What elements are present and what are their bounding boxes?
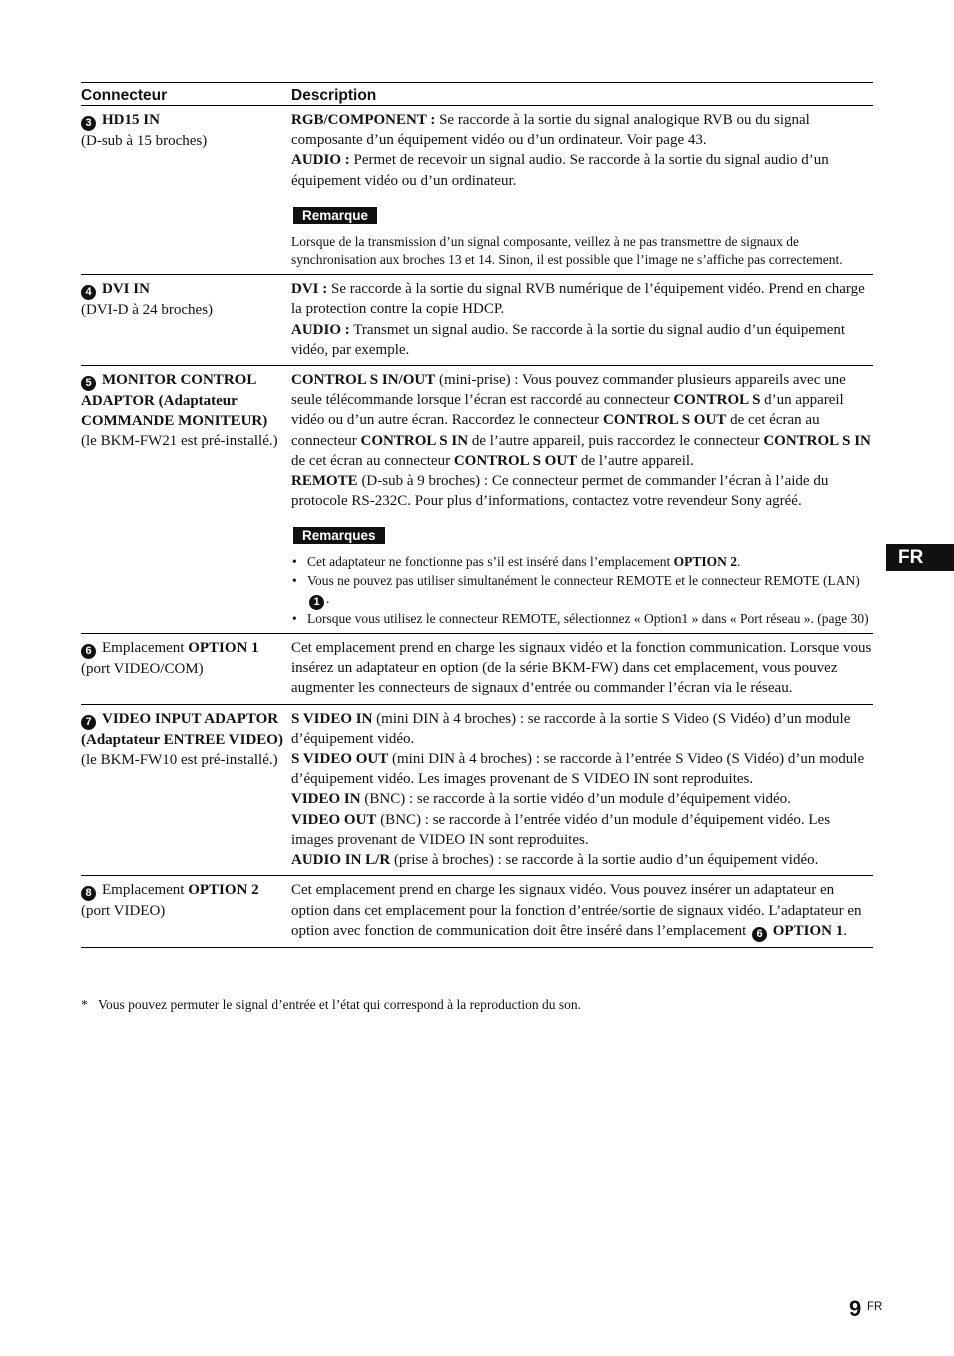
term-label: AUDIO :	[291, 152, 350, 169]
term-label: OPTION 1	[772, 922, 844, 939]
footnote-text: Vous pouvez permuter le signal d’entrée et l’état qui correspond à la reproduction du son.	[98, 997, 581, 1012]
description-paragraph	[291, 110, 873, 150]
connector-table	[81, 82, 873, 948]
connector-name: HD15 IN	[102, 112, 160, 128]
term-label: CONTROL S	[673, 392, 761, 409]
language-tab: FR	[886, 544, 954, 571]
term-label: CONTROL S IN	[360, 432, 469, 449]
list-item	[291, 553, 873, 571]
note-text: Cet adaptateur ne fonctionne pas s’il est inséré dans l’emplacement	[307, 554, 674, 570]
connector-sub: (port VIDEO/COM)	[81, 661, 204, 678]
description-paragraph	[291, 749, 873, 789]
term-label: AUDIO :	[291, 321, 350, 338]
term-text: Se raccorde à la sortie du signal RVB numérique de l’équipement vidéo. Prend en charge la protection contre la copie HDCP.	[291, 281, 865, 318]
number-badge-icon: 6	[752, 927, 767, 942]
footnote	[81, 996, 881, 1014]
description-cell	[291, 106, 873, 275]
note-text: Lorsque vous utilisez le connecteur REMOTE, sélectionnez « Option1 » dans « Port réseau ». (page 30)	[307, 610, 869, 626]
term-text: (mini DIN à 4 broches) : se raccorde à l’entrée S Video (S Vidéo) d’un module d’équipement vidéo. Les images provenant de S VIDEO IN sont reproduites.	[291, 751, 865, 788]
description-paragraph	[291, 150, 873, 190]
notes-list	[291, 553, 873, 628]
list-item	[291, 610, 873, 628]
term-text: Permet de recevoir un signal audio. Se raccorde à la sortie du signal audio d’un équipement vidéo ou d’un ordinateur.	[291, 152, 829, 189]
description-cell	[291, 275, 873, 366]
connector-name: MONITOR CONTROL ADAPTOR (Adaptateur COMMANDE MONITEUR)	[81, 372, 268, 430]
table-row	[81, 106, 873, 275]
table-row	[81, 634, 873, 705]
term-text: de cet écran au connecteur	[291, 452, 454, 469]
connector-cell	[81, 704, 291, 876]
term-label: VIDEO OUT	[291, 811, 377, 828]
note-title-badge: Remarque	[293, 207, 377, 224]
term-text: de l’autre appareil, puis raccordez le connecteur	[468, 432, 764, 449]
term-text: (BNC) : se raccorde à l’entrée vidéo d’un module d’équipement vidéo. Les images provenant de VIDEO IN sont reproduites.	[291, 811, 831, 848]
description-paragraph	[291, 370, 873, 471]
connector-name: OPTION 1	[188, 640, 259, 657]
description-paragraph	[291, 850, 873, 870]
term-text: (BNC) : se raccorde à la sortie vidéo d’un module d’équipement vidéo.	[360, 791, 791, 808]
description-cell	[291, 704, 873, 876]
note-text: Lorsque de la transmission d’un signal composante, veillez à ne pas transmettre de signaux de synchronisation aux broches 13 et 14. Sinon, il est possible que l’image ne s’affiche pas correctement.	[291, 233, 843, 268]
number-badge-icon: 6	[81, 644, 96, 659]
list-item	[291, 572, 873, 610]
connector-prefix: Emplacement	[102, 640, 189, 657]
term-text: Se raccorde à la sortie du signal analogique RVB ou du signal composante d’un équipement vidéo ou d’un ordinateur. Voir page 43.	[291, 112, 810, 149]
connector-cell	[81, 634, 291, 705]
connector-sub: (port VIDEO)	[81, 903, 166, 920]
number-badge-icon: 5	[81, 376, 96, 391]
term-text: (mini-prise) : Vous pouvez commander plusieurs appareils avec une seule télécommande lorsque l’écran est raccordé au connecteur	[291, 372, 846, 409]
note-text: Vous ne pouvez pas utiliser simultanément le connecteur REMOTE et le connecteur REMOTE (LAN)	[307, 572, 860, 588]
description-paragraph	[291, 320, 873, 360]
header-connecteur: Connecteur	[81, 83, 291, 106]
term-text: (D-sub à 9 broches) : Ce connecteur permet de commander l’écran à l’aide du protocole RS-232C. Pour plus d’informations, contactez votre revendeur Sony agréé.	[291, 473, 829, 510]
notes-title-badge: Remarques	[293, 527, 385, 544]
note-end: .	[737, 554, 741, 570]
term-text: d’un appareil vidéo ou d’un autre écran. Raccordez le connecteur	[291, 392, 844, 429]
connector-sub: (le BKM-FW10 est pré-installé.)	[81, 751, 278, 768]
term-label: DVI :	[291, 281, 328, 298]
note-bold: OPTION 2	[673, 554, 738, 570]
term-text: .	[843, 922, 847, 939]
description-cell	[291, 366, 873, 634]
term-label: VIDEO IN	[291, 791, 361, 808]
term-label: CONTROL S OUT	[453, 452, 578, 469]
number-badge-icon: 4	[81, 285, 96, 300]
term-text: de cet écran au connecteur	[291, 412, 820, 449]
connector-sub: (DVI-D à 24 broches)	[81, 302, 214, 319]
description-paragraph	[291, 471, 873, 511]
number-badge-icon: 8	[81, 886, 96, 901]
term-label: CONTROL S OUT	[602, 412, 727, 429]
header-description: Description	[291, 83, 873, 106]
table-row	[81, 876, 873, 947]
connector-cell	[81, 366, 291, 634]
connector-sub: (le BKM-FW21 est pré-installé.)	[81, 433, 278, 450]
description-paragraph	[291, 810, 873, 850]
description-paragraph	[291, 279, 873, 319]
term-label: S VIDEO IN	[291, 710, 373, 727]
term-label: RGB/COMPONENT :	[291, 112, 436, 128]
description-paragraph: Cet emplacement prend en charge les signaux vidéo et la fonction communication. Lorsque vous insérez un adaptateur en option (de la série BKM-FW) dans cet emplacement, vous pouvez augmenter les connecteurs de signaux d’entrée ou commander l’écran via le réseau.	[291, 640, 872, 697]
connector-cell	[81, 275, 291, 366]
term-text: Cet emplacement prend en charge les signaux vidéo. Vous pouvez insérer un adaptateur en option dans cet emplacement pour la fonction d’entrée/sortie de signaux vidéo. L’adaptateur en option avec fonction de communication doit être inséré dans l’emplacement	[291, 882, 862, 939]
number-badge-icon: 3	[81, 116, 96, 131]
table-row	[81, 366, 873, 634]
note-end: .	[326, 590, 330, 606]
description-cell	[291, 876, 873, 947]
term-label: CONTROL S IN/OUT	[291, 372, 436, 389]
term-label: S VIDEO OUT	[291, 751, 389, 768]
term-label: REMOTE	[291, 473, 358, 490]
description-cell	[291, 634, 873, 705]
number-badge-icon: 7	[81, 715, 96, 730]
description-paragraph	[291, 709, 873, 749]
connector-table-wrapper	[81, 82, 873, 948]
connector-name: DVI IN	[102, 281, 150, 298]
term-text: de l’autre appareil.	[577, 452, 694, 469]
connector-cell	[81, 106, 291, 275]
term-text: (mini DIN à 4 broches) : se raccorde à la sortie S Video (S Vidéo) d’un module d’équipement vidéo.	[291, 710, 851, 747]
connector-cell	[81, 876, 291, 947]
connector-name: OPTION 2	[188, 882, 259, 899]
connector-name: VIDEO INPUT ADAPTOR (Adaptateur ENTREE VIDEO)	[81, 710, 283, 748]
connector-sub: (D-sub à 15 broches)	[81, 133, 208, 149]
term-label: AUDIO IN L/R	[291, 852, 391, 869]
number-badge-icon: 1	[309, 595, 324, 610]
connector-prefix: Emplacement	[102, 882, 189, 899]
description-paragraph	[291, 880, 873, 941]
table-row	[81, 275, 873, 366]
term-text: Transmet un signal audio. Se raccorde à la sortie du signal audio d’un équipement vidéo, par exemple.	[291, 321, 846, 358]
term-label: CONTROL S IN	[763, 432, 871, 449]
table-header-row	[81, 83, 873, 106]
table-row	[81, 704, 873, 876]
footnote-marker: *	[81, 997, 88, 1012]
page-number-suffix: FR	[867, 1301, 883, 1313]
term-text: (prise à broches) : se raccorde à la sortie audio d’un équipement vidéo.	[390, 852, 819, 869]
description-paragraph	[291, 789, 873, 809]
page-number: 9	[849, 1296, 862, 1321]
